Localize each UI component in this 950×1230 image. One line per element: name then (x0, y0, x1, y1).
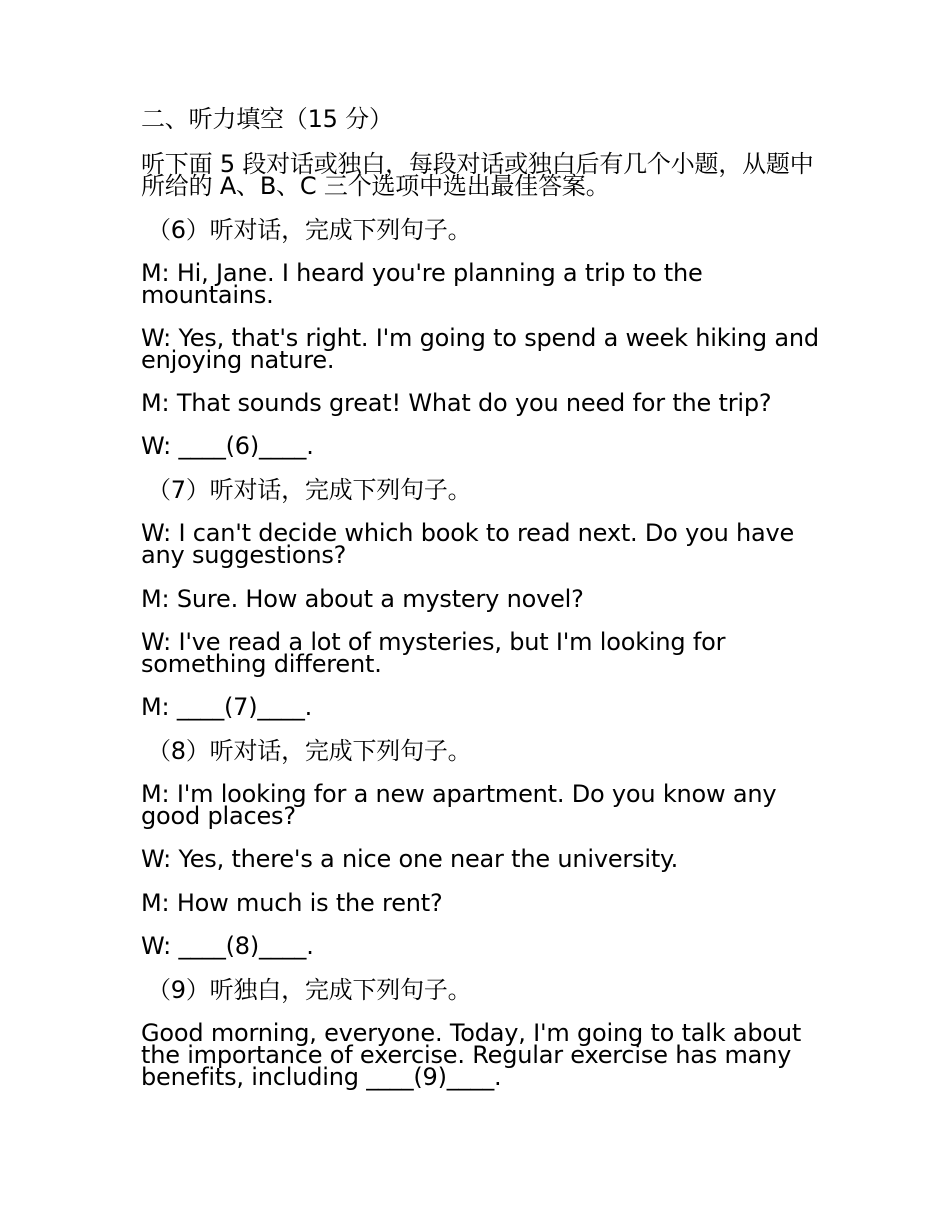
question-9-header: （9）听独白，完成下列句子。 (147, 976, 472, 1004)
question-9-monologue: Good morning, everyone. Today, I'm going to talk about the importance of exercise. Regular exercise has many benefits, including ____(9)____. (141, 1019, 802, 1091)
question-7-line-1: W: I can't decide which book to read next. Do you have any suggestions? (141, 519, 795, 569)
question-7-line-3: W: I've read a lot of mysteries, but I'm looking for something different. (141, 628, 726, 678)
question-6-header: （6）听对话，完成下列句子。 (147, 216, 472, 244)
section-heading: 二、听力填空（15 分） (141, 105, 393, 133)
question-8-line-2: W: Yes, there's a nice one near the university. (141, 845, 679, 873)
question-6-line-1: M: Hi, Jane. I heard you're planning a trip to the mountains. (141, 259, 703, 309)
question-7-line-2: M: Sure. How about a mystery novel? (141, 585, 584, 613)
question-6-line-3: M: That sounds great! What do you need for the trip? (141, 389, 772, 417)
question-6-answer-blank: W: ____(6)____. (141, 432, 314, 460)
instructions-paragraph: 听下面 5 段对话或独白，每段对话或独白后有几个小题，从题中所给的 A、B、C 三个选项中选出最佳答案。 (141, 150, 814, 200)
question-7-answer-blank: M: ____(7)____. (141, 693, 313, 721)
question-8-answer-blank: W: ____(8)____. (141, 932, 314, 960)
question-8-line-1: M: I'm looking for a new apartment. Do you know any good places? (141, 780, 777, 830)
question-6-line-2: W: Yes, that's right. I'm going to spend a week hiking and enjoying nature. (141, 324, 819, 374)
question-7-header: （7）听对话，完成下列句子。 (147, 476, 472, 504)
question-8-header: （8）听对话，完成下列句子。 (147, 737, 472, 765)
question-8-line-3: M: How much is the rent? (141, 889, 443, 917)
